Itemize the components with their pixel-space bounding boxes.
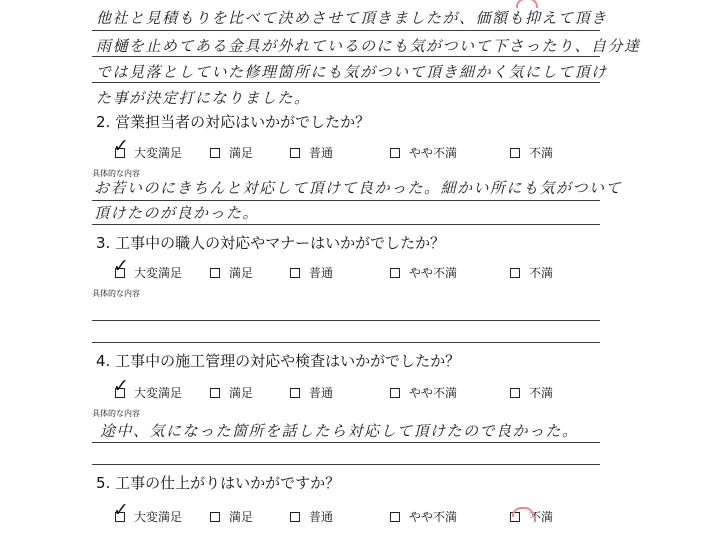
stamp-mark xyxy=(516,0,538,8)
option-satisfied[interactable] xyxy=(210,508,253,525)
checkbox[interactable] xyxy=(390,148,400,158)
option-label: やや不満 xyxy=(409,510,458,524)
option-label: 大変満足 xyxy=(134,386,183,400)
option-label: やや不満 xyxy=(409,266,458,280)
intro-comment-line-3: では見落としていた修理箇所にも気がついて頂き細かく気にして頂け xyxy=(96,63,608,81)
checkbox[interactable] xyxy=(390,388,400,398)
detail-label: 具体的な内容 xyxy=(92,289,140,298)
ruled-line xyxy=(92,464,600,465)
option-label: やや不満 xyxy=(409,146,458,160)
option-dissatisfied[interactable] xyxy=(510,384,553,401)
checkbox[interactable] xyxy=(290,512,300,522)
checkbox[interactable] xyxy=(113,254,129,278)
ruled-line xyxy=(92,224,600,225)
intro-comment-line-4: た事が決定打になりました。 xyxy=(96,89,311,107)
checkbox[interactable] xyxy=(210,512,220,522)
checkbox[interactable] xyxy=(510,148,520,158)
intro-comment-line-2: 雨樋を止めてある金具が外れているのにも気がついて下さったり、自分達 xyxy=(96,37,641,55)
check-mark-icon: ✓ xyxy=(113,374,129,397)
option-label: 不満 xyxy=(529,510,554,524)
checkbox[interactable] xyxy=(390,268,400,278)
option-very-satisfied[interactable] xyxy=(113,134,183,161)
intro-comment-line-1: 他社と見積もりを比べて決めさせて頂きましたが、価額も抑えて頂き xyxy=(96,9,608,27)
check-mark-icon: ✓ xyxy=(113,498,129,521)
option-neutral[interactable] xyxy=(290,384,333,401)
ruled-line xyxy=(92,82,600,83)
ruled-line xyxy=(92,342,600,343)
option-label: 普通 xyxy=(309,510,334,524)
checkbox[interactable] xyxy=(210,268,220,278)
checkbox[interactable] xyxy=(113,134,129,158)
option-dissatisfied[interactable] xyxy=(510,144,553,161)
question-3-text: 3. 工事中の職人の対応やマナーはいかがでしたか？ xyxy=(96,234,446,252)
checkbox[interactable] xyxy=(210,388,220,398)
stamp-mark xyxy=(512,507,534,517)
option-label: 不満 xyxy=(529,146,554,160)
question-2-comment-line-1: お若いのにきちんと対応して頂けて良かった。細かい所にも気がついて xyxy=(94,179,623,197)
option-label: 大変満足 xyxy=(134,510,183,524)
check-mark-icon: ✓ xyxy=(113,254,129,277)
checkbox[interactable] xyxy=(290,268,300,278)
checkbox[interactable] xyxy=(290,388,300,398)
option-label: 満足 xyxy=(229,386,254,400)
detail-label: 具体的な内容 xyxy=(92,169,140,178)
option-neutral[interactable] xyxy=(290,144,333,161)
ruled-line xyxy=(92,442,600,443)
option-very-satisfied[interactable] xyxy=(113,254,183,281)
option-neutral[interactable] xyxy=(290,508,333,525)
option-somewhat-dissatisfied[interactable] xyxy=(390,264,457,281)
ruled-line xyxy=(92,320,600,321)
option-label: 普通 xyxy=(309,266,334,280)
checkbox[interactable] xyxy=(390,512,400,522)
option-label: 満足 xyxy=(229,146,254,160)
option-satisfied[interactable] xyxy=(210,144,253,161)
option-somewhat-dissatisfied[interactable] xyxy=(390,384,457,401)
option-neutral[interactable] xyxy=(290,264,333,281)
detail-label: 具体的な内容 xyxy=(92,409,140,418)
option-label: 満足 xyxy=(229,510,254,524)
option-label: 普通 xyxy=(309,146,334,160)
question-4-comment-line-1: 途中、気になった箇所を話したら対応して頂けたので良かった。 xyxy=(100,422,579,440)
option-dissatisfied[interactable] xyxy=(510,264,553,281)
option-very-satisfied[interactable] xyxy=(113,374,183,401)
question-2-comment-line-2: 頂けたのが良かった。 xyxy=(94,204,260,222)
checkbox[interactable] xyxy=(210,148,220,158)
check-mark-icon: ✓ xyxy=(113,134,129,157)
checkbox[interactable] xyxy=(290,148,300,158)
option-somewhat-dissatisfied[interactable] xyxy=(390,144,457,161)
option-label: 大変満足 xyxy=(134,266,183,280)
ruled-line xyxy=(92,56,600,57)
question-2-text: 2. 営業担当者の対応はいかがでしたか？ xyxy=(96,113,371,131)
question-4-text: 4. 工事中の施工管理の対応や検査はいかがでしたか？ xyxy=(96,352,461,370)
option-label: 大変満足 xyxy=(134,146,183,160)
option-very-satisfied[interactable] xyxy=(113,498,183,525)
option-satisfied[interactable] xyxy=(210,264,253,281)
checkbox[interactable] xyxy=(113,498,129,522)
checkbox[interactable] xyxy=(510,388,520,398)
option-label: 不満 xyxy=(529,386,554,400)
option-label: 普通 xyxy=(309,386,334,400)
ruled-line xyxy=(92,30,600,31)
option-label: やや不満 xyxy=(409,386,458,400)
option-satisfied[interactable] xyxy=(210,384,253,401)
checkbox[interactable] xyxy=(510,268,520,278)
option-somewhat-dissatisfied[interactable] xyxy=(390,508,457,525)
checkbox[interactable] xyxy=(113,374,129,398)
option-label: 不満 xyxy=(529,266,554,280)
ruled-line xyxy=(92,200,600,201)
question-5-text: 5. 工事の仕上がりはいかがですか？ xyxy=(96,474,341,492)
option-label: 満足 xyxy=(229,266,254,280)
